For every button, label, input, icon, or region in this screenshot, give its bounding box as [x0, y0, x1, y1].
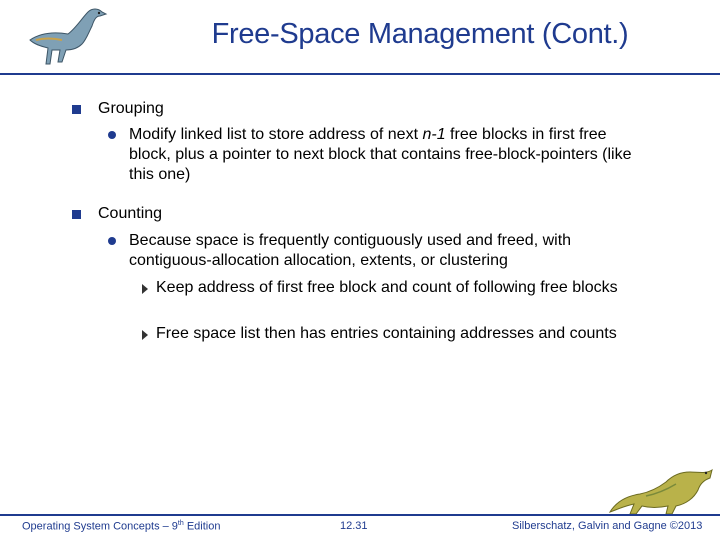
grouping-detail-em: n-1 — [422, 126, 446, 143]
footer-book — [22, 520, 220, 533]
bullet-arrow-icon — [142, 330, 148, 340]
page-title: Free-Space Management (Cont.) — [211, 18, 629, 50]
bullet-dot-icon — [108, 237, 116, 245]
bullet-counting-sub-2: Free space list then has entries containing addresses and counts — [156, 325, 617, 342]
bullet-square-icon — [72, 210, 81, 219]
bullet-arrow-icon — [142, 284, 148, 294]
grouping-detail-pre: Modify linked list to store address of next — [129, 126, 423, 143]
bullet-dot-icon — [108, 131, 116, 139]
bullet-square-icon — [72, 105, 81, 114]
bullet-counting-sub-1: Keep address of first free block and count of following free blocks — [156, 279, 618, 296]
footer-book-sup: th — [177, 520, 184, 527]
bullet-counting-detail: Because space is frequently contiguously used and freed, with contiguous-allocation allocation, extents, or clustering — [129, 232, 572, 269]
footer-book-suffix: Edition — [183, 520, 221, 533]
footer-book-text: Operating System Concepts – 9 — [22, 520, 178, 533]
grouping-detail-post: free blocks in first free block, plus a pointer to next block that contains free-block-pointers (like this one) — [129, 126, 632, 183]
footer-divider — [0, 514, 720, 516]
footer-page-number: 12.31 — [340, 520, 368, 532]
footer-copyright: Silberschatz, Galvin and Gagne ©2013 — [512, 520, 703, 532]
dinosaur-logo-bottom — [606, 462, 718, 516]
bullet-grouping: Grouping — [98, 100, 164, 117]
bullet-counting: Counting — [98, 205, 163, 222]
bullet-grouping-detail — [129, 125, 649, 185]
